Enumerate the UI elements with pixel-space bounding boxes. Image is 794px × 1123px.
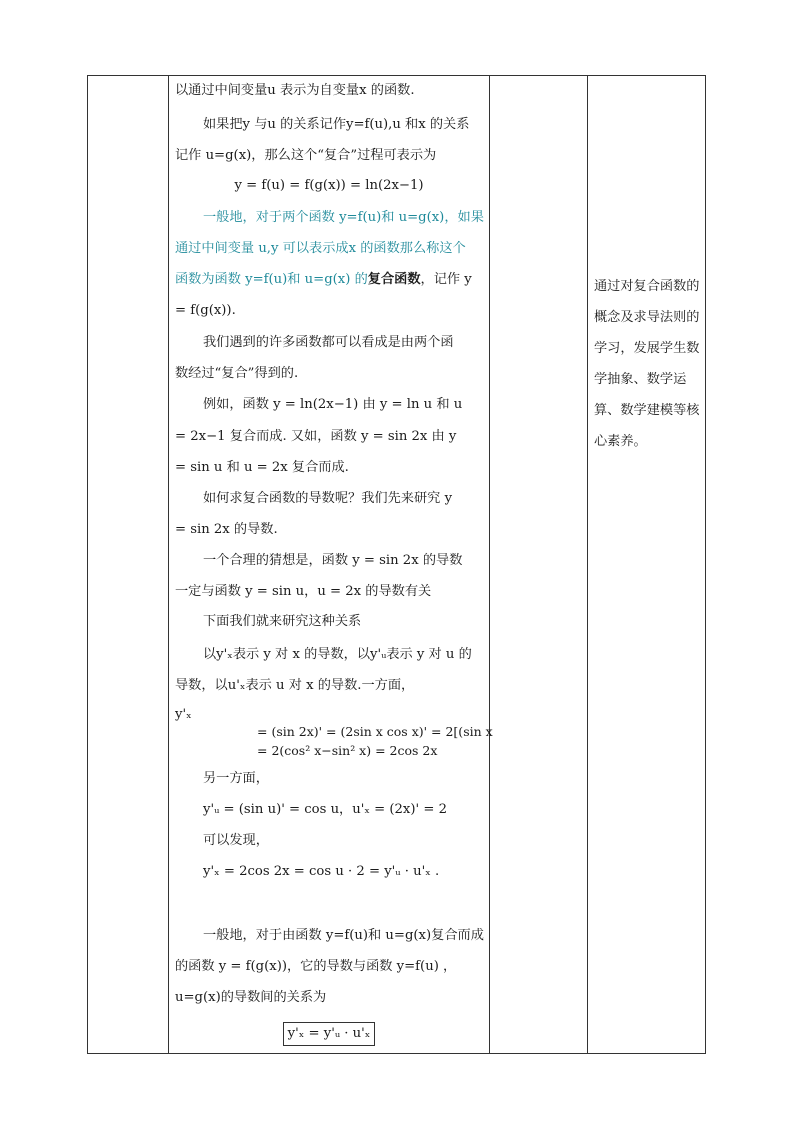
- text-line: = sin u 和 u = 2x 复合而成.: [175, 460, 349, 475]
- text-line: 可以发现，: [203, 833, 269, 848]
- column-divider: [489, 76, 490, 1053]
- formula-line: y'ₓ = 2cos 2x = cos u · 2 = y'ᵤ · u'ₓ .: [203, 864, 440, 879]
- text-line: 以通过中间变量u 表示为自变量x 的函数.: [175, 83, 415, 98]
- text-line: 我们遇到的许多函数都可以看成是由两个函: [203, 335, 454, 350]
- text-line: u=g(x)的导数间的关系为: [175, 990, 327, 1005]
- formula-line: = 2(cos² x−sin² x) = 2cos 2x: [257, 743, 438, 758]
- content-cell: [169, 76, 493, 1053]
- formula-line: y = f(u) = f(g(x)) = ln(2x−1): [234, 178, 424, 193]
- text-line: 一个合理的猜想是，函数 y = sin 2x 的导数: [203, 553, 463, 568]
- term-composite-function: 复合函数: [367, 272, 421, 287]
- text-line: 数经过“复合”得到的.: [175, 366, 299, 381]
- definition-line: 通过中间变量 u,y 可以表示成x 的函数那么称这个: [175, 241, 466, 256]
- text-line: 一般地，对于由函数 y=f(u)和 u=g(x)复合而成: [203, 928, 484, 943]
- text-line: 如果把y 与u 的关系记作y=f(u),u 和x 的关系: [203, 117, 470, 132]
- text-line: 另一方面，: [203, 771, 269, 786]
- text-line: 如何求复合函数的导数呢？我们先来研究 y: [203, 491, 453, 506]
- formula-line: y'ᵤ = (sin u)' = cos u，u'ₓ = (2x)' = 2: [203, 802, 447, 817]
- text-line: 以y'ₓ表示 y 对 x 的导数，以y'ᵤ表示 y 对 u 的: [203, 647, 472, 662]
- text-line: 一定与函数 y = sin u，u = 2x 的导数有关: [175, 584, 432, 599]
- definition-text: 函数为函数 y=f(u)和 u=g(x) 的: [175, 272, 368, 287]
- boxed-formula: y'ₓ = y'ᵤ · u'ₓ: [283, 1022, 376, 1046]
- text-line: 记作 u=g(x)，那么这个“复合”过程可表示为: [175, 148, 437, 163]
- definition-line: 一般地，对于两个函数 y=f(u)和 u=g(x)，如果: [203, 210, 484, 225]
- text-line: 下面我们就来研究这种关系: [203, 614, 362, 629]
- text-line: 导数，以u'ₓ表示 u 对 x 的导数.一方面，: [175, 678, 415, 693]
- formula-line: = f(g(x)).: [175, 303, 236, 318]
- objective-text: 通过对复合函数的概念及求导法则的学习，发展学生数学抽象、数学运算、数学建模等核心素养。: [594, 279, 700, 449]
- lesson-table: [87, 75, 706, 1054]
- chain-rule-formula: [169, 1022, 489, 1046]
- definition-text: ，记作 y: [420, 272, 472, 287]
- text-line: 例如，函数 y = ln(2x−1) 由 y = ln u 和 u: [203, 397, 463, 412]
- text-line: = sin 2x 的导数.: [175, 522, 278, 537]
- column-divider: [587, 76, 588, 1053]
- formula-line: = (sin 2x)' = (2sin x cos x)' = 2[(sin x: [257, 724, 493, 739]
- formula-line: y'ₓ: [175, 707, 192, 722]
- text-line: = 2x−1 复合而成. 又如，函数 y = sin 2x 由 y: [175, 429, 457, 444]
- text-line: 的函数 y = f(g(x))，它的导数与函数 y=f(u) ，: [175, 959, 457, 974]
- definition-line: [175, 271, 472, 289]
